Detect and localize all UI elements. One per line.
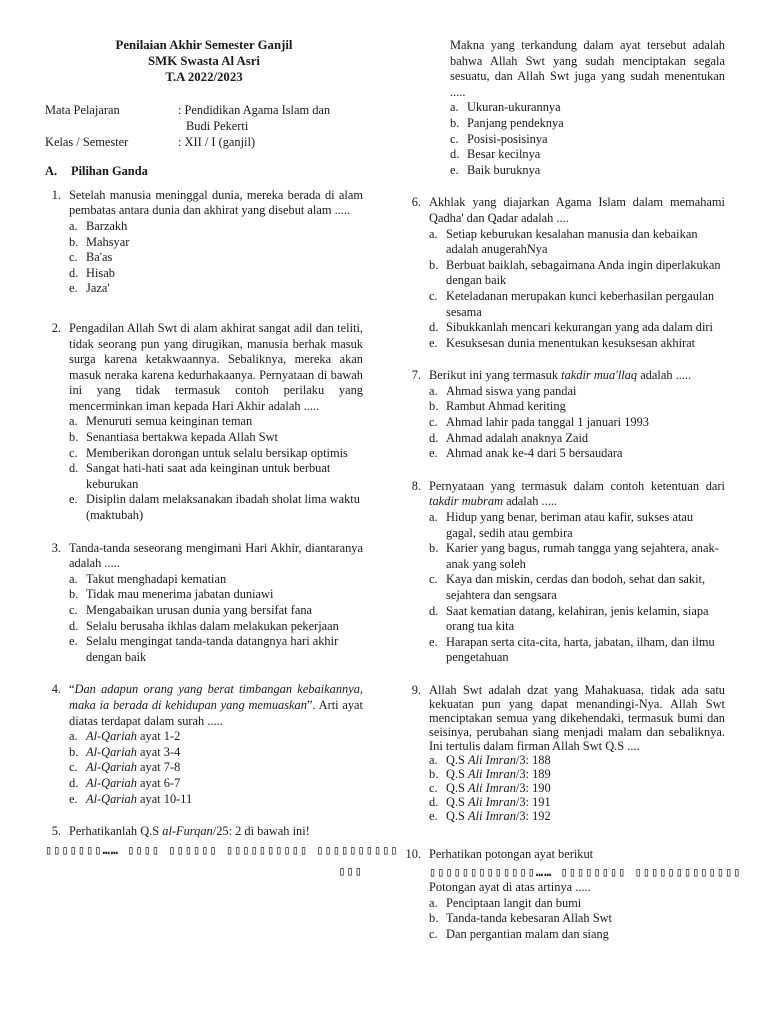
exam-header [45,38,363,85]
option[interactable]: d. Al-Qariah ayat 6-7 [69,775,181,790]
option[interactable]: c. Keteladanan merupakan kunci keberhasilan pergaulan sesama [429,288,715,319]
verse-translation: Dan adapun orang yang berat timbangan kebaikannya, maka ia berada di kehidupan yang memuaskan [69,682,363,712]
option[interactable]: e. Harapan serta cita-cita, harta, jabatan, ilham, dan ilmu pengetahuan [429,634,715,665]
option[interactable]: e. Disiplin dalam melaksanakan ibadah sholat lima waktu (maktubah) [69,492,360,523]
subject-row [45,103,363,134]
option[interactable]: b. Rambut Ahmad keriting [429,399,566,414]
class-value: : XII / I (ganjil) [178,134,256,149]
option[interactable]: c. Al-Qariah ayat 7-8 [69,760,181,775]
question-stem: Allah Swt adalah dzat yang Mahakuasa, tidak ada satu kekuatan pun yang dapat menandingi-Nya. Allah Swt menciptakan semua yang dikehendaki, termasuk bumi dan seisinya, perubahan siang menjadi malam dan sebaliknya. Ini tertulis dalam firman Allah Swt Q.S .... [429,682,725,753]
option[interactable]: b. Q.S Ali Imran/3: 189 [429,766,551,781]
options-list [429,384,725,462]
option[interactable]: b. Senantiasa bertakwa kepada Allah Swt [69,430,278,445]
subject-label: Mata Pelajaran [45,103,120,118]
option[interactable]: b. Panjang pendeknya [450,115,564,130]
option[interactable]: c. Dan pergantian malam dan siang [429,926,609,941]
question-7: 7. Berikut ini yang termasuk takdir mua'llaq adalah ..... a. Ahmad siswa yang pandai b. Rambut Ahmad keriting c. Ahmad lahir pada tanggal 1 januari 1993 d. Ahmad adalah anaknya Zaid e. Ahmad anak ke-4 dari 5 bersaudara [405,368,725,462]
question-stem: Pengadilan Allah Swt di alam akhirat sangat adil dan teliti, tidak seorang pun yang dirugikan, manusia berhak masuk surga karena ketakwaannya. Sebaliknya, mereka akan masuk neraka karena kedurhakaanya. Pernyataan di bawah ini yang tidak termasuk contoh perilaku yang mencerminkan iman kepada Hari Akhir adalah ..... [69,320,363,413]
option[interactable]: a. Q.S Ali Imran/3: 188 [429,752,551,767]
option[interactable]: e. Kesuksesan dunia menentukan kesuksesan akhirat [429,335,696,350]
option[interactable]: a. Setiap keburukan kesalahan manusia dan kebaikan adalah anugerahNya [429,226,698,257]
option[interactable]: e. Selalu mengingat tanda-tanda datangnya hari akhir dengan baik [69,634,339,664]
question-4: 4. “Dan adapun orang yang berat timbangan kebaikannya, maka ia berada di kehidupan yang memuaskan”. Arti ayat diatas terdapat dalam surah ..... a. Al-Qariah ayat 1-2 b. Al-Qariah ayat 3-4 c. Al-Qariah ayat 7-8 d. Al-Qariah ayat 6-7 e. Al-Qariah ayat 10-11 [51,682,363,806]
question-5-continued [429,38,725,100]
question-1: 1. Setelah manusia meninggal dunia, mereka berada di alam pembatas antara dunia dan akhirat yang disebut alam ..... a. Barzakh b. Mahsyar c. Ba'as d. Hisab e. Jaza' [51,187,363,296]
option[interactable]: b. Al-Qariah ayat 3-4 [69,744,181,759]
question-5: 5. Perhatikanlah Q.S al-Furqan/25: 2 di bawah ini! [45,824,363,840]
question-8: 8. Pernyataan yang termasuk dalam contoh ketentuan dari takdir mubram adalah ..... a. Hidup yang benar, beriman atau kafir, sukses atau gagal, sedih atau gembira b. Karier yang bagus, rumah tangga yang sejahtera, anak-anak yang soleh c. Kaya dan miskin, cerdas dan bodoh, sehat dan sakit, sejahtera dan sengsara d. Saat kematian datang, kelahiran, jenis kelamin, siapa orang tua kita e. Harapan serta cita-cita, harta, jabatan, ilham, dan ilmu pengetahuan [411,478,725,665]
question-stem: Tanda-tanda seseorang mengimani Hari Akhir, diantaranya adalah ..... [69,540,363,571]
question-3: 3. Tanda-tanda seseorang mengimani Hari Akhir, diantaranya adalah ..... a. Takut menghadapi kematian b. Tidak mau menerima jabatan duniawi c. Mengabaikan urusan dunia yang bersifat fana d. Selalu berusaha ikhlas dalam melakukan pekerjaan e. Selalu mengingat tanda-tanda datangnya hari akhir dengan baik [51,540,363,664]
options-list [429,510,725,666]
question-6: 6. Akhlak yang diajarkan Agama Islam dalam memahami Qadha' dan Qadar adalah .... a. Setiap keburukan kesalahan manusia dan kebaikan adalah anugerahNya b. Berbuat baiklah, sebagaimana Anda ingin diperlakukan dengan baik c. Keteladanan merupakan kunci keberhasilan pergaulan sesama d. Sibukkanlah mencari kekurangan yang ada dalam diri e. Kesuksesan dunia menentukan kesuksesan akhirat [411,195,725,350]
option[interactable]: c. Ba'as [69,250,113,265]
options-list [69,729,363,807]
option[interactable]: a. Penciptaan langit dan bumi [429,895,582,910]
option[interactable]: e. Al-Qariah ayat 10-11 [69,791,193,806]
option[interactable]: a. Barzakh [69,218,128,233]
options-list [429,227,725,352]
option[interactable]: c. Memberikan dorongan untuk selalu bersikap optimis [69,445,348,460]
exam-info [45,103,363,150]
option[interactable]: e. Baik buruknya [450,162,541,177]
class-label: Kelas / Semester [45,134,129,149]
right-column [405,38,742,943]
option[interactable]: d. Besar kecilnya [450,147,541,162]
option[interactable]: d. Sibukkanlah mencari kekurangan yang ada dalam diri [429,320,713,335]
option[interactable]: b. Tidak mau menerima jabatan duniawi [69,587,274,602]
option[interactable]: d. Selalu berusaha ikhlas dalam melakukan pekerjaan [69,618,339,633]
option[interactable]: d. Hisab [69,265,115,280]
question-stem: Pernyataan yang termasuk dalam contoh ketentuan dari takdir mubram adalah ..... [429,478,725,509]
question-stem: Akhlak yang diajarkan Agama Islam dalam memahami Qadha' dan Qadar adalah .... [429,195,725,225]
option[interactable]: c. Q.S Ali Imran/3: 190 [429,780,551,795]
option[interactable]: a. Ahmad siswa yang pandai [429,383,577,398]
arabic-verse: ▯▯▯▯▯▯▯…… ▯▯▯▯ ▯▯▯▯▯▯ ▯▯▯▯▯▯▯▯▯▯ ▯▯▯▯▯▯▯▯▯▯ [45,842,399,857]
option[interactable]: a. Hidup yang benar, beriman atau kafir, sukses atau gagal, sedih atau gembira [429,510,694,540]
section-heading: A. Pilihan Ganda [45,164,148,179]
question-stem-continued: Potongan ayat di atas artinya ..... [429,880,591,895]
question-9: 9. Allah Swt adalah dzat yang Mahakuasa, tidak ada satu kekuatan pun yang dapat menandingi-Nya. Allah Swt menciptakan semua yang dikehendaki, termasuk bumi dan seisinya, perubahan siang menjadi malam dan sebaliknya. Ini tertulis dalam firman Allah Swt Q.S .... a. Q.S Ali Imran/3: 188 b. Q.S Ali Imran/3: 189 c. Q.S Ali Imran/3: 190 d. Q.S Ali Imran/3: 191 e. Q.S Ali Imran/3: 192 [411,682,725,823]
school-name: SMK Swasta Al Asri [148,53,260,68]
option[interactable]: a. Ukuran-ukurannya [450,100,561,115]
option[interactable]: c. Posisi-posisinya [450,131,548,146]
question-stem: Makna yang terkandung dalam ayat tersebut adalah bahwa Allah Swt yang sudah menciptakan segala sesuatu, dan Allah Swt juga yang sudah menentukan ..... [450,38,725,99]
option[interactable]: b. Tanda-tanda kebesaran Allah Swt [429,911,613,926]
option[interactable]: b. Mahsyar [69,234,130,249]
option[interactable]: e. Jaza' [69,281,110,296]
option[interactable]: e. Q.S Ali Imran/3: 192 [429,808,551,823]
question-10: 10. Perhatikan potongan ayat berikut ▯▯▯▯▯▯▯▯▯▯▯▯▯…… ▯▯▯▯▯▯▯▯ ▯▯▯▯▯▯▯▯▯▯▯▯▯ Potongan ayat di atas artinya ..... a. Penciptaan langit dan bumi b. Tanda-tanda kebesaran Allah Swt c. Dan pergantian malam dan siang [405,846,742,941]
option[interactable]: c. Kaya dan miskin, cerdas dan bodoh, sehat dan sakit, sejahtera dan sengsara [429,572,706,602]
subject-value: : Pendidikan Agama Islam dan Budi Pekerti [178,103,331,133]
options-list [69,219,363,297]
question-stem: Setelah manusia meninggal dunia, mereka berada di alam pembatas antara dunia dan akhirat yang disebut alam ..... [69,187,363,218]
options-list [429,753,725,823]
option[interactable]: a. Menuruti semua keinginan teman [69,414,253,429]
options-list [429,896,742,943]
class-row [45,135,363,151]
option[interactable]: c. Mengabaikan urusan dunia yang bersifat fana [69,603,313,618]
question-stem: Berikut ini yang termasuk takdir mua'llaq adalah ..... [429,368,692,383]
option[interactable]: b. Berbuat baiklah, sebagaimana Anda ingin diperlakukan dengan baik [429,257,721,288]
question-stem: Perhatikan potongan ayat berikut [429,846,594,861]
options-list [69,414,363,523]
option[interactable]: d. Ahmad adalah anaknya Zaid [429,430,589,445]
option[interactable]: d. Sangat hati-hati saat ada keinginan untuk berbuat keburukan [69,461,331,491]
exam-title: Penilaian Akhir Semester Ganjil [115,38,293,52]
academic-year: T.A 2022/2023 [165,69,243,84]
options-list [69,572,363,666]
question-stem: Perhatikanlah Q.S al-Furqan/25: 2 di bawah ini! [69,824,310,839]
option[interactable]: e. Ahmad anak ke-4 dari 5 bersaudara [429,446,623,461]
question-stem: “Dan adapun orang yang berat timbangan kebaikannya, maka ia berada di kehidupan yang memuaskan”. Arti ayat diatas terdapat dalam surah ..... [69,682,363,728]
option[interactable]: d. Saat kematian datang, kelahiran, jenis kelamin, siapa orang tua kita [429,603,709,634]
options-list [429,100,725,178]
left-column [45,38,399,880]
option[interactable]: a. Takut menghadapi kematian [69,571,227,586]
option[interactable]: c. Ahmad lahir pada tanggal 1 januari 1993 [429,415,650,430]
option[interactable]: a. Al-Qariah ayat 1-2 [69,729,181,744]
option[interactable]: b. Karier yang bagus, rumah tangga yang sejahtera, anak-anak yang soleh [429,541,719,571]
arabic-verse: ▯▯▯▯▯▯▯▯▯▯▯▯▯…… ▯▯▯▯▯▯▯▯ ▯▯▯▯▯▯▯▯▯▯▯▯▯ [429,864,742,879]
question-2: 2. Pengadilan Allah Swt di alam akhirat sangat adil dan teliti, tidak seorang pun yang dirugikan, manusia berhak masuk surga karena ketakwaannya. Sebaliknya, mereka akan masuk neraka karena kedurhakaanya. Pernyataan di bawah ini yang tidak termasuk contoh perilaku yang mencerminkan iman kepada Hari Akhir adalah ..... a. Menuruti semua keinginan teman b. Senantiasa bertakwa kepada Allah Swt c. Memberikan dorongan untuk selalu bersikap optimis d. Sangat hati-hati saat ada keinginan untuk berbuat keburukan e. Disiplin dalam melaksanakan ibadah sholat lima waktu (maktubah) [51,320,363,523]
arabic-verse-end: ▯▯▯ [338,864,363,879]
option[interactable]: d. Q.S Ali Imran/3: 191 [429,794,551,809]
